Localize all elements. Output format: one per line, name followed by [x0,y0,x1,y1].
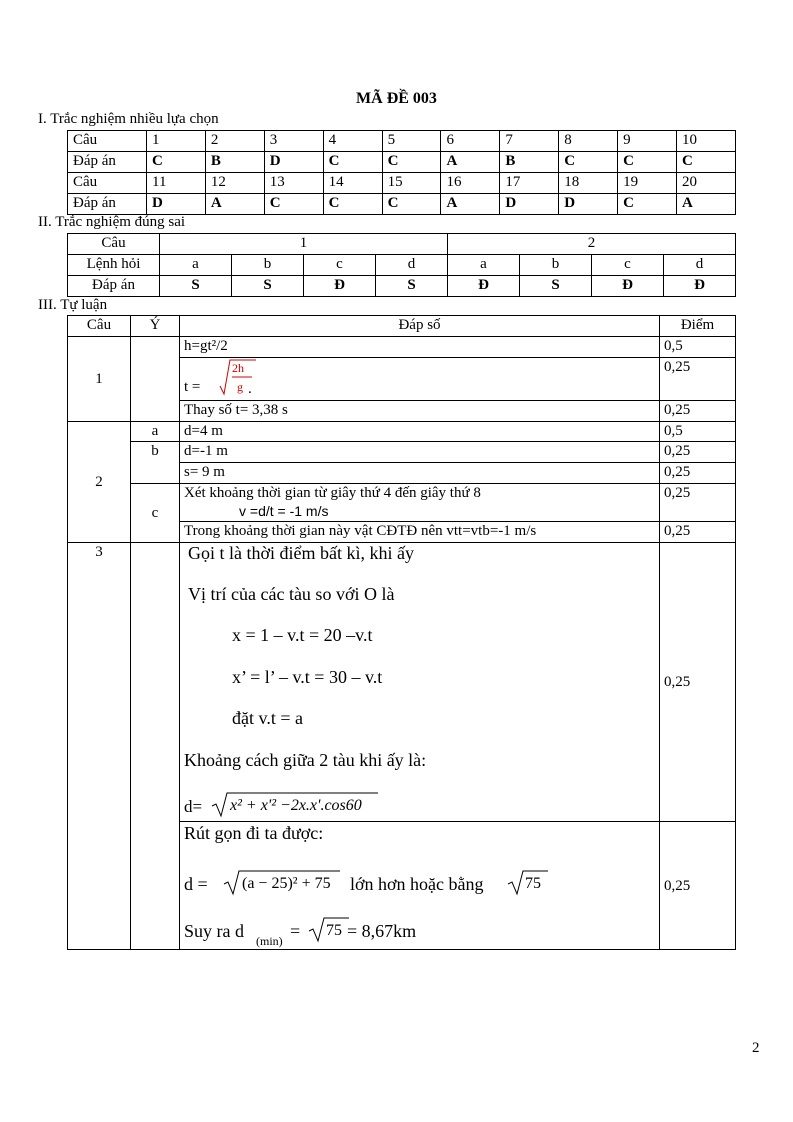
q2-c-score-1: 0,25 [660,484,736,522]
q2-c-line-2: v =d/t = -1 m/s [239,503,329,519]
q1-score-1: 0,5 [660,337,736,358]
mc-cell: C [559,152,618,173]
mc-cell: 5 [382,131,441,152]
q3-y-empty [131,543,180,950]
q3-line-3: x = 1 – v.t = 20 –v.t [232,625,373,645]
mc-cell: A [441,152,500,173]
tf-statement-label: c [304,255,376,276]
q2-a-answer: d=4 m [180,422,660,442]
t2-lenh-label: Lệnh hỏi [68,255,160,276]
section-1-heading: I. Trắc nghiệm nhiều lựa chọn [38,111,219,127]
mc-cell: 10 [677,131,736,152]
tf-answer: Đ [592,276,664,297]
mc-cell: C [323,152,382,173]
mc-cell: 14 [323,173,382,194]
mc-row [68,152,736,173]
t2-question-2: 2 [448,234,736,255]
q1-formula-h: h=gt²/2 [180,337,660,358]
tf-answer: S [160,276,232,297]
q3-line-6: Khoảng cách giữa 2 tàu khi ấy là: [184,750,427,770]
page-number: 2 [752,1040,760,1056]
mc-cell: 20 [677,173,736,194]
t2-dapan-label: Đáp án [68,276,160,297]
mc-cell: 13 [264,173,323,194]
q2-a-label: a [131,422,180,442]
multiple-choice-answer-table [67,130,736,215]
q2-b-answer-2: s= 9 m [180,463,660,484]
mc-row-label: Đáp án [68,152,147,173]
mc-cell: C [618,194,677,215]
essay-answer-table [67,315,736,950]
t2-question-1: 1 [160,234,448,255]
mc-cell: C [264,194,323,215]
header-diem: Điểm [660,316,736,337]
q3-m-line-3-eq: = [290,921,301,941]
q3-m-line-3-val: = 8,67km [347,921,417,941]
tf-answer: Đ [304,276,376,297]
q2-c-answer-2 [180,522,660,543]
mc-cell: 12 [205,173,264,194]
q2-c-answer-1 [180,484,660,522]
q2-c-line-3: Trong khoảng thời gian này vật CĐTĐ nên vtt=vtb=-1 m/s [184,523,537,539]
tf-statement-label: c [592,255,664,276]
mc-cell: B [500,152,559,173]
mc-cell: 11 [147,173,206,194]
q2-b-label: b [131,442,180,484]
mc-cell: 16 [441,173,500,194]
mc-cell: 3 [264,131,323,152]
q3-m-line-2-mid: lớn hơn hoặc bằng [350,874,484,894]
t2-cau-label: Câu [68,234,160,255]
q3-line-4: x’ = l’ – v.t = 30 – v.t [232,667,383,687]
mc-cell: 1 [147,131,206,152]
q3-conclusion [180,822,660,950]
q3-line-2: Vị trí của các tàu so với O là [188,584,395,604]
tf-statement-label: d [376,255,448,276]
mc-cell: A [677,194,736,215]
mc-cell: D [500,194,559,215]
q3-m-line-2-prefix: d = [184,874,208,894]
mc-cell: 17 [500,173,559,194]
mc-cell: 19 [618,173,677,194]
mc-cell: D [147,194,206,215]
q2-number: 2 [68,422,131,543]
tf-statement-label: d [664,255,736,276]
q3-m-line-1: Rút gọn đi ta được: [184,823,324,843]
mc-cell: D [559,194,618,215]
q3-number: 3 [68,543,131,950]
q2-c-label: c [131,484,180,543]
q1-substitution: Thay số t= 3,38 s [180,401,660,422]
header-y: Ý [131,316,180,337]
header-dapso: Đáp số [180,316,660,337]
q3-m-line-2-expr: (a − 25)² + 75 [242,875,331,892]
tf-statement-label: b [520,255,592,276]
q3-score-2: 0,25 [660,822,736,950]
mc-cell: 9 [618,131,677,152]
mc-row [68,194,736,215]
mc-cell: 8 [559,131,618,152]
q3-derivation [180,543,660,822]
mc-row-label: Đáp án [68,194,147,215]
section-2-heading: II. Trắc nghiệm đúng sai [38,214,186,230]
true-false-answer-table [67,233,736,297]
q1-t-prefix: t = [184,379,201,395]
q3-line-7-prefix: d= [184,797,203,816]
tf-statement-label: a [448,255,520,276]
section-3-heading: III. Tự luận [38,297,108,313]
mc-row-label: Câu [68,173,147,194]
tf-answer: Đ [448,276,520,297]
tf-answer: Đ [664,276,736,297]
q3-line-1: Gọi t là thời điểm bất kì, khi ấy [188,543,414,563]
mc-cell: A [205,194,264,215]
q3-m-line-2-end: 75 [525,875,541,892]
mc-cell: C [618,152,677,173]
mc-cell: 18 [559,173,618,194]
q1-formula-t: t = 2h g . [180,358,660,401]
q2-a-score: 0,5 [660,422,736,442]
mc-cell: C [382,152,441,173]
q3-m-line-3-root: 75 [326,922,342,939]
q2-c-line-1: Xét khoảng thời gian từ giây thứ 4 đến giây thứ 8 [184,485,481,501]
q2-b-answer-1: d=-1 m [180,442,660,463]
mc-cell: 15 [382,173,441,194]
tf-statement-label: b [232,255,304,276]
q1-number: 1 [68,337,131,422]
q1-t-denominator: g [237,380,243,394]
mc-cell: C [677,152,736,173]
mc-row [68,131,736,152]
q2-b-score-1: 0,25 [660,442,736,463]
mc-cell: 4 [323,131,382,152]
mc-cell: 7 [500,131,559,152]
q1-y-empty [131,337,180,422]
mc-cell: 2 [205,131,264,152]
mc-cell: B [205,152,264,173]
mc-row-label: Câu [68,131,147,152]
mc-cell: 6 [441,131,500,152]
q1-t-numerator: 2h [232,361,244,375]
q1-score-2: 0,25 [660,358,736,401]
q2-b-score-2: 0,25 [660,463,736,484]
q1-score-3: 0,25 [660,401,736,422]
tf-answer: S [232,276,304,297]
page-title: MÃ ĐỀ 003 [356,90,437,107]
q3-score-1: 0,25 [660,543,736,822]
q3-m-line-3-prefix: Suy ra d [184,921,244,941]
mc-cell: C [323,194,382,215]
mc-cell: D [264,152,323,173]
q3-line-5: đặt v.t = a [232,708,303,728]
mc-cell: C [382,194,441,215]
mc-cell: C [147,152,206,173]
mc-cell: A [441,194,500,215]
header-cau: Câu [68,316,131,337]
mc-row [68,173,736,194]
q3-line-7-expr: x² + x'² −2x.x'.cos60 [230,797,362,814]
tf-answer: S [520,276,592,297]
q3-m-line-3-sub: (min) [256,934,283,948]
tf-statement-label: a [160,255,232,276]
q2-c-score-2: 0,25 [660,522,736,543]
tf-answer: S [376,276,448,297]
